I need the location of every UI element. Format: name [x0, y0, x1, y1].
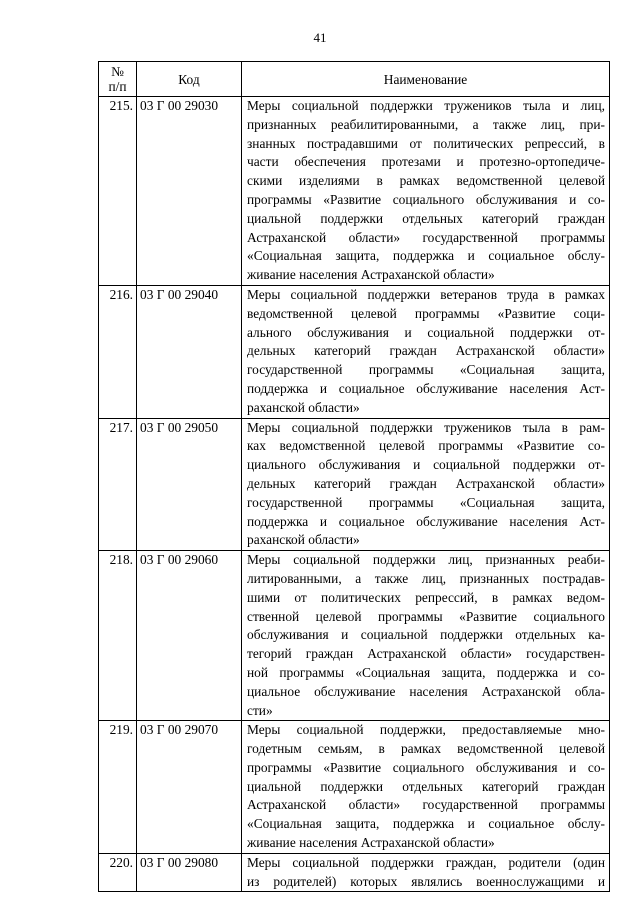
row-name-line: живание населения Астраханской области»: [247, 835, 495, 851]
row-name: [242, 97, 610, 286]
row-name-line: раханской области»: [247, 532, 360, 548]
row-name-line: обслуживания и социальной поддержки отдельных ка-: [247, 627, 605, 643]
table-row: [99, 418, 610, 551]
budget-codes-table: [98, 61, 610, 892]
row-name-line: «Социальная защита, поддержка и социальное обслу-: [247, 248, 605, 264]
row-name-line: Астраханской области» государственной программы: [247, 229, 605, 245]
header-num: [99, 62, 137, 97]
header-name: Наименование: [242, 62, 610, 97]
row-number: 215.: [99, 97, 137, 286]
table-row: [99, 721, 610, 854]
row-name-line: сти»: [247, 702, 273, 718]
row-name-line: «Социальная защита, поддержка и социальное обслу-: [247, 816, 605, 832]
row-name-line: циальной поддержки отдельных категорий граждан: [247, 778, 605, 794]
row-name-line: программы «Развитие социального обслуживания и со-: [247, 191, 605, 207]
row-name-line: тегорий граждан Астраханской области» государствен-: [247, 646, 605, 662]
row-name-line: ной программы «Социальная защита, поддержка и со-: [247, 664, 605, 680]
table-row: [99, 97, 610, 286]
row-name-line: государственной программы «Социальная защита,: [247, 494, 605, 510]
row-name-line: ального обслуживания и социальной поддержки от-: [247, 324, 605, 340]
row-name-line: скими изделиями в рамках ведомственной целевой: [247, 173, 605, 189]
row-name-line: Меры социальной поддержки тружеников тыла в рам-: [247, 419, 605, 435]
row-name-line: поддержка и социальное обслуживание населения Аст-: [247, 380, 605, 396]
row-name-line: признанных реабилитированными, а также лиц, при-: [247, 116, 605, 132]
row-name-line: годетным семьям, в рамках ведомственной целевой: [247, 741, 605, 757]
header-code: Код: [137, 62, 242, 97]
row-number: 220.: [99, 853, 137, 892]
row-name-line: дельных категорий граждан Астраханской области»: [247, 343, 605, 359]
page-number: 41: [313, 30, 327, 45]
row-code: 03 Г 00 29060: [137, 551, 242, 721]
row-name-line: литированными, а также лиц, признанных пострадав-: [247, 570, 605, 586]
row-name-line: Меры социальной поддержки тружеников тыла и лиц,: [247, 98, 605, 113]
row-number: 217.: [99, 418, 137, 551]
row-name-line: Меры социальной поддержки лиц, признанных реаби-: [247, 552, 605, 568]
row-code: 03 Г 00 29080: [137, 853, 242, 892]
row-name-line: ведомственной целевой программы «Развитие соци-: [247, 305, 605, 321]
row-name-line: поддержка и социальное обслуживание населения Аст-: [247, 513, 605, 529]
row-code: 03 Г 00 29050: [137, 418, 242, 551]
row-name-line: знанных пострадавшими от политических репрессий, в: [247, 135, 605, 151]
row-name-line: циального обслуживания и социальной поддержки от-: [247, 457, 605, 473]
row-name: [242, 853, 610, 892]
row-name-line: ственной целевой программы «Развитие социального: [247, 608, 605, 624]
row-name-line: части обеспечения протезами и протезно-ортопедиче-: [247, 154, 605, 170]
row-name-line: из родителей) которых являлись военнослужащими и: [247, 873, 605, 889]
row-number: 219.: [99, 721, 137, 854]
row-name-line: дельных категорий граждан Астраханской области»: [247, 475, 605, 491]
row-code: 03 Г 00 29030: [137, 97, 242, 286]
table-row: [99, 285, 610, 418]
table-row: [99, 853, 610, 892]
row-name: [242, 551, 610, 721]
row-name: [242, 721, 610, 854]
row-name-line: программы «Развитие социального обслуживания и со-: [247, 759, 605, 775]
row-number: 216.: [99, 285, 137, 418]
table-row: [99, 551, 610, 721]
row-name-line: шими от политических репрессий, в рамках ведом-: [247, 589, 605, 605]
row-name-line: Меры социальной поддержки граждан, родители (один: [247, 854, 605, 870]
row-name: [242, 285, 610, 418]
row-number: 218.: [99, 551, 137, 721]
row-name-line: Меры социальной поддержки, предоставляемые мно-: [247, 722, 605, 738]
row-name-line: Астраханской области» государственной программы: [247, 797, 605, 813]
row-name-line: циальной поддержки отдельных категорий граждан: [247, 210, 605, 226]
row-name-line: циальное обслуживание населения Астраханской обла-: [247, 683, 605, 699]
row-name: [242, 418, 610, 551]
header-num-line2: п/п: [108, 79, 127, 94]
row-name-line: раханской области»: [247, 399, 360, 415]
row-name-line: ках ведомственной целевой программы «Развитие со-: [247, 438, 605, 454]
row-name-line: живание населения Астраханской области»: [247, 267, 495, 283]
row-code: 03 Г 00 29070: [137, 721, 242, 854]
row-code: 03 Г 00 29040: [137, 285, 242, 418]
row-name-line: Меры социальной поддержки ветеранов труда в рамках: [247, 286, 605, 302]
header-num-line1: №: [111, 64, 124, 79]
table-header-row: [99, 62, 610, 97]
row-name-line: государственной программы «Социальная защита,: [247, 362, 605, 378]
